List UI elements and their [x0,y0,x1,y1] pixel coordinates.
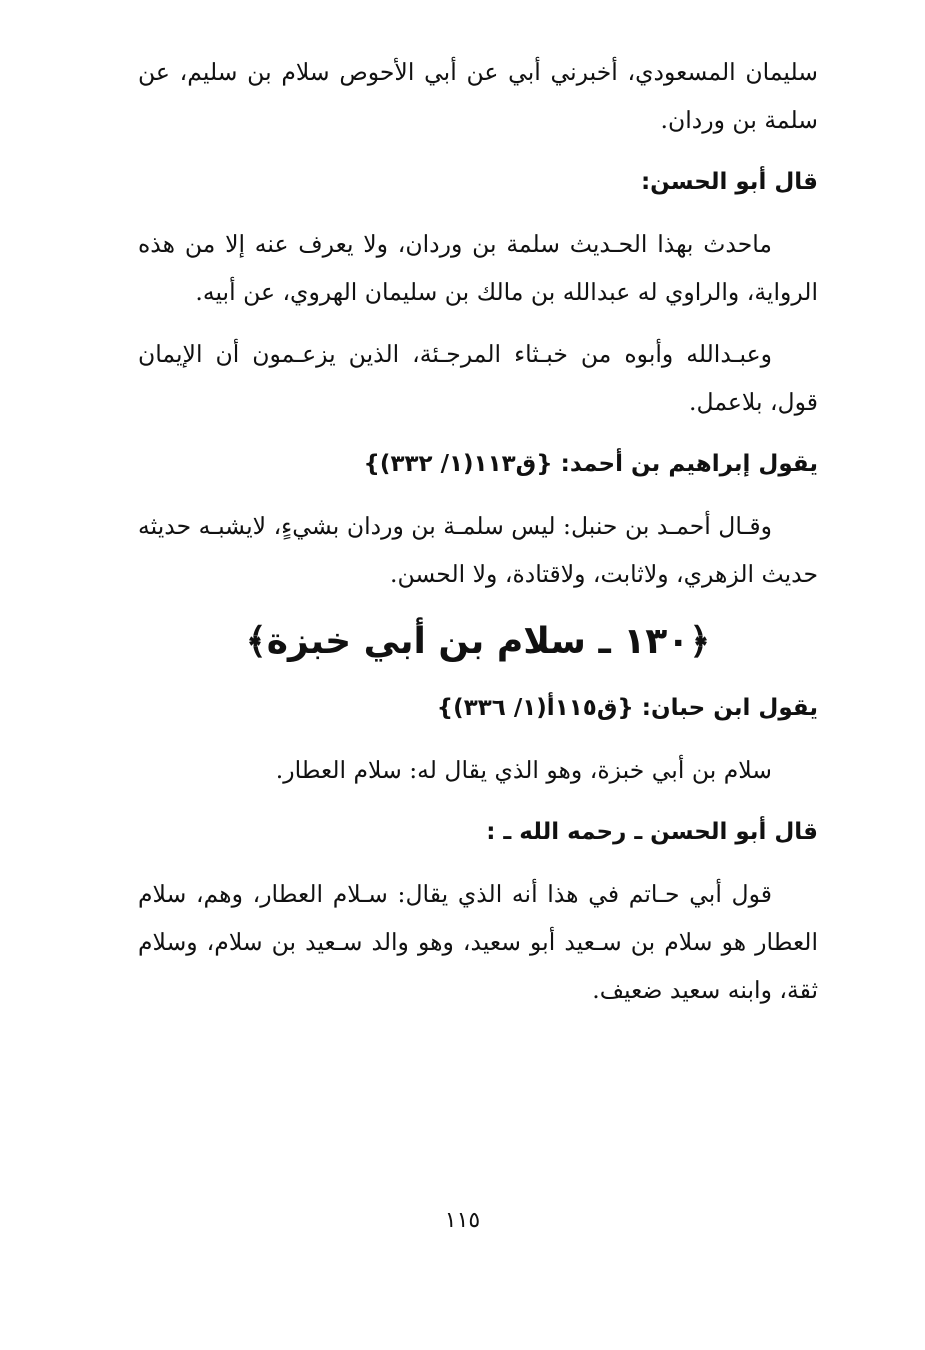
heading-ibrahim-ibn-ahmad: يقول إبراهيم بن أحمد: {ق١١٣(١/ ٣٣٢)} [363,451,818,477]
heading-abu-al-hasan-rahimahullah: قال أبو الحسن ـ رحمه الله ـ : [486,819,818,845]
entry-title: ﴿١٣٠ ـ سلام بن أبي خبزة﴾ [245,621,711,662]
paragraph-hadith-note: ماحدث بهذا الحـديث سلمة بن وردان، ولا يعرف عنه إلا من هذه الرواية، والراوي له عبدالله بن مالك بن سليمان الهروي، عن أبيه. [138,230,818,306]
page-body [138,48,818,1338]
paragraph-ahmad-ibn-hanbal: وقـال أحمـد بن حنبل: ليس سلمـة بن وردان بشيءٍ، لايشبـه حديثه حديث الزهري، ولاثابت، ولاقتادة، ولا الحسن. [138,512,818,588]
paragraph-abu-hatim: قول أبي حـاتم في هذا أنه الذي يقال: سـلام العطار، وهم، سلام العطار هو سلام بن سـعيد أبو سعيد، وهو والد سـعيد بن سلام، وسلام ثقة، وابنه سعيد ضعيف. [138,880,818,1004]
paragraph-murjia: وعبـدالله وأبوه من خبـثاء المرجـئة، الذين يزعـمون أن الإيمان قول، بلاعمل. [138,340,818,416]
page-number: ١١٥ [444,1208,481,1233]
paragraph-sallam-attar: سلام بن أبي خبزة، وهو الذي يقال له: سلام العطار. [275,756,772,784]
heading-ibn-hibban: يقول ابن حبان: {ق١١٥أ(١/ ٣٣٦)} [436,695,818,721]
paragraph-intro: سليمان المسعودي، أخبرني أبي عن أبي الأحوص سلام بن سليم، عن سلمة بن وردان. [138,58,818,134]
heading-abu-al-hasan: قال أبو الحسن: [640,169,818,195]
